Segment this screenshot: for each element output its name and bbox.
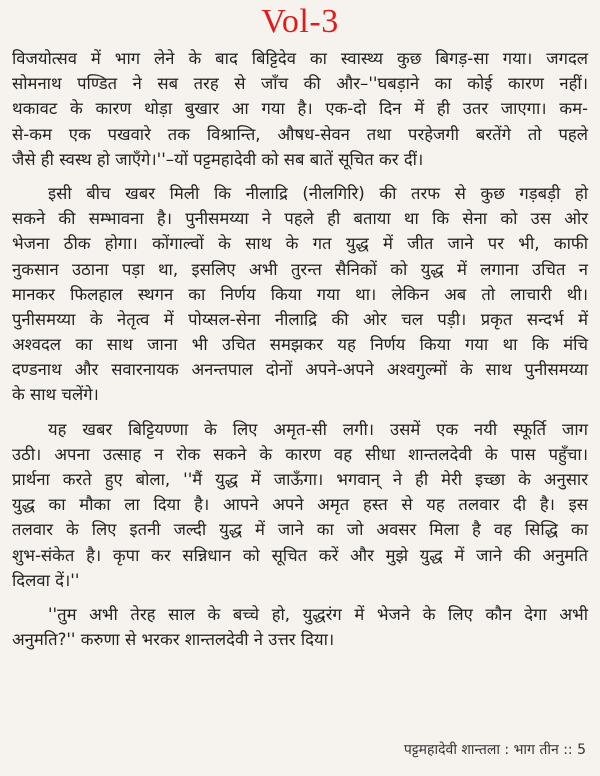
text-line: थकावट के कारण थोड़ा बुखार आ गया है। एक-दो दिन में ही उतर जाएगा। कम- [12, 99, 588, 119]
paragraph-gap [12, 593, 588, 602]
text-line: ''तुम अभी तेरह साल के बच्चे हो, युद्धरंग में भेजने के लिए कौन देगा अभी [48, 604, 588, 624]
text-line: मानकर फिलहाल स्थगन का निर्णय किया गया था। लेकिन अब तो लाचारी थी। [12, 284, 588, 304]
text-line: सोमनाथ पण्डित ने सब तरह से जाँच की और–''घबड़ाने का कोई कारण नहीं। [12, 74, 588, 94]
text-line: युद्ध का मौका ला दिया है। आपने अपने अमृत हस्त से यह तलवार दी है। इस [12, 495, 588, 515]
text-line: नुकसान उठाना पड़ा था, इसलिए अभी तुरन्त सैनिकों को युद्ध में लगाना उचित न [12, 259, 588, 279]
text-line: अश्वदल का साथ जाना भी उचित समझकर यह निर्णय किया गया था कि मंचि [12, 335, 588, 355]
volume-title: Vol-3 [261, 3, 339, 40]
text-line: तलवार के लिए इतनी जल्दी युद्ध में जाने का जो अवसर मिला है वह सिद्धि का [12, 520, 588, 540]
text-line: विजयोत्सव में भाग लेने के बाद बिट्टिदेव का स्वास्थ्य कुछ बिगड़-सा गया। जगदल [12, 49, 588, 68]
body-text [12, 46, 588, 652]
text-line: भेजना ठीक होगा। कोंगाल्वों के साथ के गत युद्ध में जीत जाने पर भी, काफी [12, 234, 588, 254]
text-line: शुभ-संकेत है। कृपा कर सन्निधान को सूचित करें और मुझे युद्ध में जाने की अनुमति [12, 545, 588, 565]
text-line: इसी बीच खबर मिली कि नीलाद्रि (नीलगिरि) की तरफ से कुछ गड़बड़ी हो [48, 183, 588, 203]
text-line: जैसे ही स्वस्थ हो जाएँगे।''–यों पट्टमहादेवी को सब बातें सूचित कर दीं। [12, 149, 424, 169]
paragraph-gap [12, 408, 588, 417]
text-line: दण्डनाथ और सवारनायक अनन्तपाल दोनों अपने-अपने अश्वगुल्मों के साथ पुनीसमय्या [12, 360, 588, 380]
text-line: से-कम एक पखवारे तक विश्रान्ति, औषध-सेवन तथा परहेजगी बरतेंगे तो पहले [12, 124, 588, 144]
page-footer: पट्टमहादेवी शान्तला : भाग तीन :: 5 [403, 742, 586, 758]
paragraph [12, 602, 588, 652]
text-line: प्रार्थना करते हुए बोला, ''मैं युद्ध में जाऊँगा। भगवान् ने ही मेरी इच्छा के अनुसार [12, 470, 588, 489]
text-line: अनुमति?'' करुणा से भरकर शान्तलदेवी ने उत्तर दिया। [12, 630, 335, 650]
paragraph-gap [12, 172, 588, 181]
text-line: यह खबर बिट्टियण्णा के लिए अमृत-सी लगी। उसमें एक नयी स्फूर्ति जाग [48, 419, 588, 439]
text-line: उठी। अपना उत्साह न रोक सकने के कारण वह सीधा शान्तलदेवी के पास पहुँचा। [12, 444, 588, 464]
text-line: सकने की सम्भावना है। पुनीसमय्या ने पहले ही बताया था कि सेना को उस ओर [12, 209, 588, 229]
paragraph [12, 181, 588, 408]
text-line: के साथ चलेंगे। [12, 385, 99, 405]
paragraph [12, 417, 588, 593]
paragraph [12, 46, 588, 172]
text-line: दिलवा दें।'' [12, 570, 80, 590]
text-line: पुनीसमय्या के नेतृत्व में पोय्सल-सेना नीलाद्रि की ओर चल पड़ी। प्रकृत सन्दर्भ में [12, 309, 588, 329]
